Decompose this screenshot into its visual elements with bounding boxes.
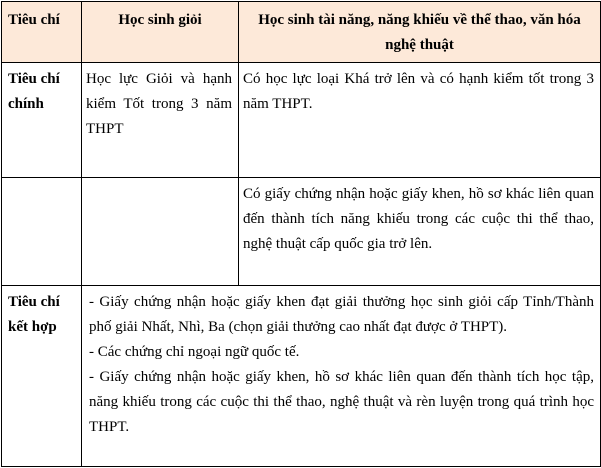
header-talented-students: Học sinh tài năng, năng khiếu về thể thao, văn hóa nghệ thuật xyxy=(239,2,601,63)
combined-item: - Giấy chứng nhận hoặc giấy khen, hồ sơ khác liên quan đến thành tích học tập, năng khiếu trong các cuộc thi thể thao, nghệ thuật và rèn luyện trong quá trình học THPT. xyxy=(89,369,594,435)
row-label-empty xyxy=(2,178,82,286)
table-row xyxy=(2,63,601,178)
header-gifted-students: Học sinh giỏi xyxy=(82,2,239,63)
row-label-combined-criteria: Tiêu chí kết hợp xyxy=(2,286,82,467)
combined-item: - Giấy chứng nhận hoặc giấy khen đạt giải thưởng học sinh giỏi cấp Tỉnh/Thành phố giải Nhất, Nhì, Ba (chọn giải thưởng cao nhất đạt được ở THPT). xyxy=(89,294,594,335)
table-row xyxy=(2,178,601,286)
row-label-main-criteria: Tiêu chí chính xyxy=(2,63,82,178)
cell-gifted-main: Học lực Giỏi và hạnh kiểm Tốt trong 3 năm THPT xyxy=(82,63,239,178)
cell-combined-criteria xyxy=(82,286,601,467)
cell-talented-achievements: Có giấy chứng nhận hoặc giấy khen, hồ sơ khác liên quan đến thành tích năng khiếu trong các cuộc thi thể thao, nghệ thuật cấp quốc gia trở lên. xyxy=(239,178,601,286)
table-row xyxy=(2,286,601,467)
header-row xyxy=(2,2,601,63)
header-criteria: Tiêu chí xyxy=(2,2,82,63)
cell-gifted-empty xyxy=(82,178,239,286)
combined-item: - Các chứng chỉ ngoại ngữ quốc tế. xyxy=(89,344,300,360)
criteria-table xyxy=(1,1,601,467)
cell-talented-main: Có học lực loại Khá trở lên và có hạnh kiểm tốt trong 3 năm THPT. xyxy=(239,63,601,178)
